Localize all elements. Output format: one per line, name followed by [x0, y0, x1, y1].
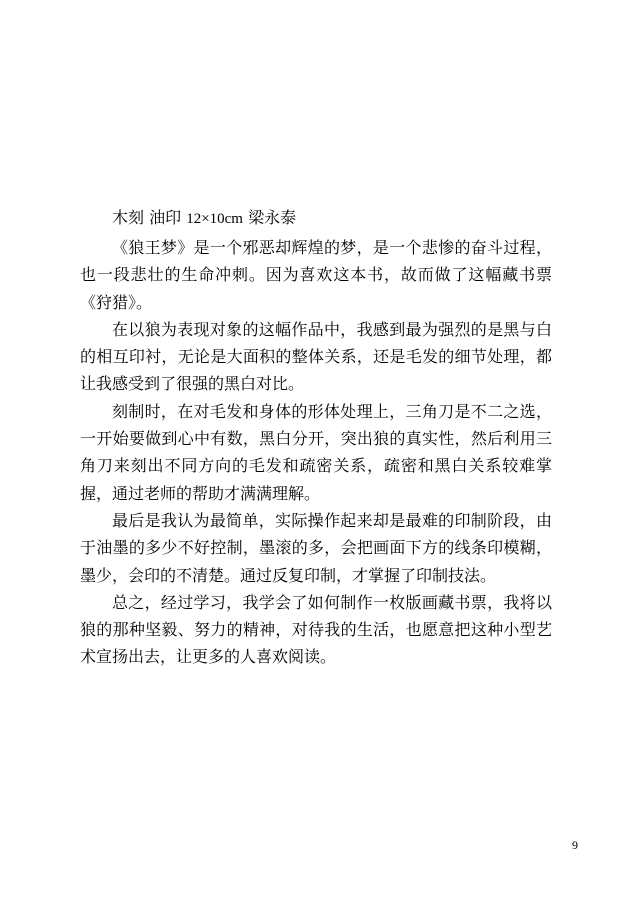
paragraph-conclusion: 总之，经过学习，我学会了如何制作一枚版画藏书票，我将以狼的那种坚毅、努力的精神，对待我的生活，也愿意把这种小型艺术宣扬出去，让更多的人喜欢阅读。: [80, 592, 552, 667]
paragraph-contrast: 在以狼为表现对象的这幅作品中，我感到最为强烈的是黑与白的相互印衬，无论是大面积的整体关系，还是毛发的细节处理，都让我感受到了很强的黑白对比。: [80, 319, 552, 394]
artwork-caption: [80, 205, 552, 232]
paragraph-carving: 刻制时，在对毛发和身体的形体处理上，三角刀是不二之选，一开始要做到心中有数，黑白分开，突出狼的真实性，然后利用三角刀来刻出不同方向的毛发和疏密关系，疏密和黑白关系较难掌握，通过老师的帮助才满满理解。: [80, 401, 552, 503]
caption-author: 梁永泰: [248, 208, 297, 227]
page-number: 9: [572, 838, 578, 852]
paragraph-printing: 最后是我认为最简单，实际操作起来却是最难的印制阶段，由于油墨的多少不好控制，墨滚的多，会把画面下方的线条印模糊，墨少，会印的不清楚。通过反复印制，才掌握了印制技法。: [80, 510, 552, 585]
caption-technique: 木刻 油印: [112, 208, 182, 227]
paragraph-intro: 《狼王梦》是一个邪恶却辉煌的梦，是一个悲惨的奋斗过程，也一段悲壮的生命冲刺。因为喜欢这本书，故而做了这幅藏书票《狩猎》。: [80, 238, 552, 312]
caption-size: 12×10cm: [186, 211, 243, 227]
text-body: [80, 205, 552, 671]
